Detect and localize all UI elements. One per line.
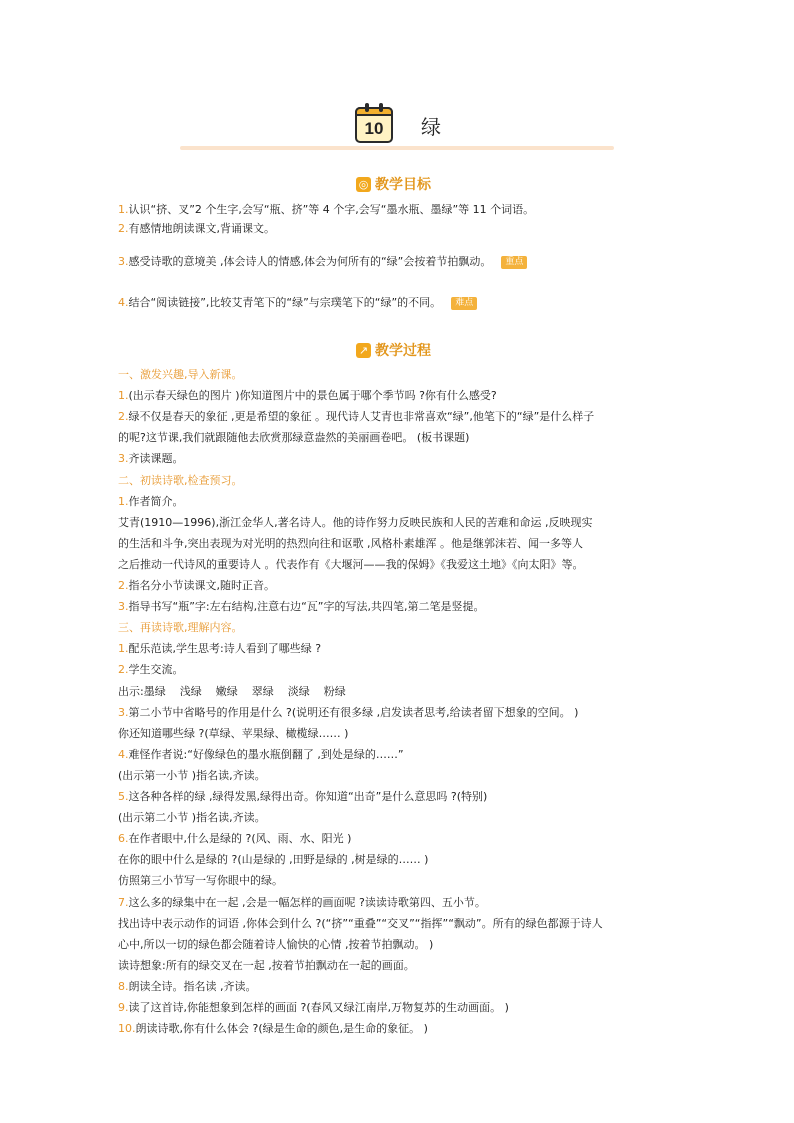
target-icon: ◎ — [356, 177, 371, 192]
step-text: 这各种各样的绿 ,绿得发黑,绿得出奇。你知道“出奇”是什么意思吗 ?(特别) — [128, 790, 488, 803]
title-underline — [180, 146, 614, 150]
calendar-icon — [355, 107, 393, 143]
body-text: 之后推动一代诗风的重要诗人 。代表作有《大堰河——我的保姆》《我爱这土地》《向太阳》等。 — [118, 557, 584, 571]
step-text: 齐读课题。 — [128, 452, 184, 466]
process-line — [118, 579, 275, 593]
body-text: (出示第一小节 )指名读,齐读。 — [118, 768, 266, 782]
goal-item — [118, 203, 534, 217]
step-number: 10. — [118, 1022, 136, 1036]
process-line — [118, 663, 184, 677]
body-text: 心中,所以一切的绿色都会随着诗人愉快的心情 ,按着节拍飘动。 ) — [118, 937, 434, 951]
section-subheading: 二、初读诗歌,检查预习。 — [118, 473, 243, 487]
process-icon: ↗ — [356, 343, 371, 358]
body-text: (出示第二小节 )指名读,齐读。 — [118, 811, 266, 825]
section-subheading: 三、再读诗歌,理解内容。 — [118, 621, 243, 635]
step-text: 在作者眼中,什么是绿的 ?(风、雨、水、阳光 ) — [128, 832, 352, 846]
process-line — [118, 917, 603, 931]
step-number: 2. — [118, 410, 129, 424]
body-text: 的呢?这节课,我们就跟随他去欣赏那绿意盎然的美丽画卷吧。 (板书课题) — [118, 431, 470, 445]
process-line — [118, 452, 184, 466]
section-subheading: 一、激发兴趣,导入新课。 — [118, 368, 243, 381]
step-number: 9. — [118, 1001, 129, 1014]
goal-item — [118, 296, 477, 310]
lesson-number: 10 — [364, 119, 384, 138]
step-text: 指名分小节读课文,随时正音。 — [128, 579, 275, 592]
process-line — [118, 1001, 509, 1015]
goal-number: 4. — [118, 296, 129, 309]
step-text: 作者简介。 — [128, 494, 184, 508]
goal-text: 有感情地朗读课文,背诵课文。 — [128, 222, 275, 235]
process-line — [118, 410, 594, 424]
step-text: 难怪作者说:“好像绿色的墨水瓶倒翻了 ,到处是绿的……” — [128, 747, 404, 761]
green-word: 淡绿 — [287, 684, 310, 698]
goal-text: 结合“阅读链接”,比较艾青笔下的“绿”与宗璞笔下的“绿”的不同。 — [128, 296, 442, 309]
goal-text: 认识“挤、叉”2 个生字,会写“瓶、挤”等 4 个字,会写“墨水瓶、墨绿”等 11 个词语。 — [128, 203, 535, 216]
goal-number: 1. — [118, 203, 129, 216]
step-number: 5. — [118, 790, 129, 803]
step-number: 7. — [118, 895, 129, 909]
process-line — [118, 938, 433, 952]
process-line — [118, 558, 584, 572]
process-line — [118, 685, 346, 699]
body-text: 的生活和斗争,突出表现为对光明的热烈向往和讴歌 ,风格朴素雄浑 。他是继郭沫若、闻一多等人 — [118, 536, 583, 550]
process-line — [118, 874, 283, 888]
process-line — [118, 1022, 428, 1036]
process-line — [118, 537, 583, 551]
body-text: 找出诗中表示动作的词语 ,你体会到什么 ?(“挤”“重叠”“交叉”“指挥”“飘动”。所有的绿色都源于诗人 — [118, 916, 603, 930]
step-text: 朗读诗歌,你有什么体会 ?(绿是生命的颜色,是生命的象征。 ) — [135, 1022, 428, 1036]
step-text: (出示春天绿色的图片 )你知道图片中的景色属于哪个季节吗 ?你有什么感受? — [128, 389, 497, 403]
process-line — [118, 769, 266, 783]
process-line — [118, 811, 266, 825]
step-text: 配乐范读,学生思考:诗人看到了哪些绿 ? — [128, 642, 322, 656]
words-label: 出示: — [118, 684, 144, 698]
goal-item — [118, 222, 275, 236]
step-text: 绿不仅是春天的象征 ,更是希望的象征 。现代诗人艾青也非常喜欢“绿”,他笔下的“绿”是什么样子 — [128, 410, 595, 424]
process-line — [118, 790, 487, 804]
process-heading-text: 教学过程 — [375, 343, 431, 359]
goal-item — [118, 255, 527, 269]
process-line — [118, 474, 243, 488]
process-line — [118, 706, 578, 720]
step-number: 4. — [118, 747, 129, 761]
step-number: 1. — [118, 389, 129, 403]
green-word: 翠绿 — [251, 684, 274, 698]
process-line — [118, 980, 257, 994]
step-number: 3. — [118, 600, 129, 614]
step-number: 2. — [118, 663, 129, 677]
step-number: 3. — [118, 705, 129, 719]
step-number: 1. — [118, 642, 129, 656]
goal-number: 2. — [118, 222, 129, 235]
process-line — [118, 959, 415, 973]
green-word: 嫩绿 — [215, 684, 238, 698]
goal-text: 感受诗歌的意境美 ,体会诗人的情感,体会为何所有的“绿”会按着节拍飘动。 — [128, 255, 492, 268]
goals-heading — [356, 174, 431, 194]
goal-badge: 难点 — [451, 297, 477, 310]
goals-heading-text: 教学目标 — [375, 177, 431, 193]
process-line — [118, 495, 184, 509]
body-text: 读诗想象:所有的绿交叉在一起 ,按着节拍飘动在一起的画面。 — [118, 958, 415, 972]
lesson-header — [355, 103, 475, 147]
body-text: 仿照第三小节写一写你眼中的绿。 — [118, 874, 283, 888]
step-text: 学生交流。 — [128, 663, 184, 677]
body-text: 艾青(1910—1996),浙江金华人,著名诗人。他的诗作努力反映民族和人民的苦难和命运 ,反映现实 — [118, 515, 593, 529]
green-word: 粉绿 — [323, 684, 346, 698]
step-number: 3. — [118, 452, 129, 466]
process-line — [118, 853, 428, 867]
green-word: 浅绿 — [179, 684, 202, 698]
goal-number: 3. — [118, 255, 129, 268]
green-word: 墨绿 — [143, 684, 166, 698]
goal-badge: 重点 — [501, 256, 527, 269]
process-line — [118, 600, 485, 614]
step-text: 指导书写“瓶”字:左右结构,注意右边“瓦”字的写法,共四笔,第二笔是竖提。 — [128, 600, 485, 614]
step-number: 6. — [118, 832, 129, 846]
process-line — [118, 431, 469, 445]
step-number: 1. — [118, 494, 129, 508]
process-line — [118, 516, 593, 530]
process-line — [118, 727, 348, 741]
process-line — [118, 642, 321, 656]
lesson-title: 绿 — [421, 115, 441, 139]
process-line — [118, 832, 351, 846]
step-number: 8. — [118, 979, 129, 993]
process-line — [118, 748, 404, 762]
step-text: 朗读全诗。指名读 ,齐读。 — [128, 979, 257, 993]
step-text: 第二小节中省略号的作用是什么 ?(说明还有很多绿 ,启发读者思考,给读者留下想象的空间。 ) — [128, 705, 579, 719]
process-line — [118, 621, 243, 635]
process-line — [118, 389, 497, 403]
process-line — [118, 896, 486, 910]
process-line — [118, 368, 243, 382]
process-heading — [356, 340, 431, 360]
step-number: 2. — [118, 579, 129, 592]
body-text: 你还知道哪些绿 ?(草绿、苹果绿、橄榄绿…… ) — [118, 726, 349, 740]
body-text: 在你的眼中什么是绿的 ?(山是绿的 ,田野是绿的 ,树是绿的…… ) — [118, 853, 429, 867]
step-text: 读了这首诗,你能想象到怎样的画面 ?(春风又绿江南岸,万物复苏的生动画面。 ) — [128, 1001, 509, 1014]
step-text: 这么多的绿集中在一起 ,会是一幅怎样的画面呢 ?读读诗歌第四、五小节。 — [128, 895, 486, 909]
